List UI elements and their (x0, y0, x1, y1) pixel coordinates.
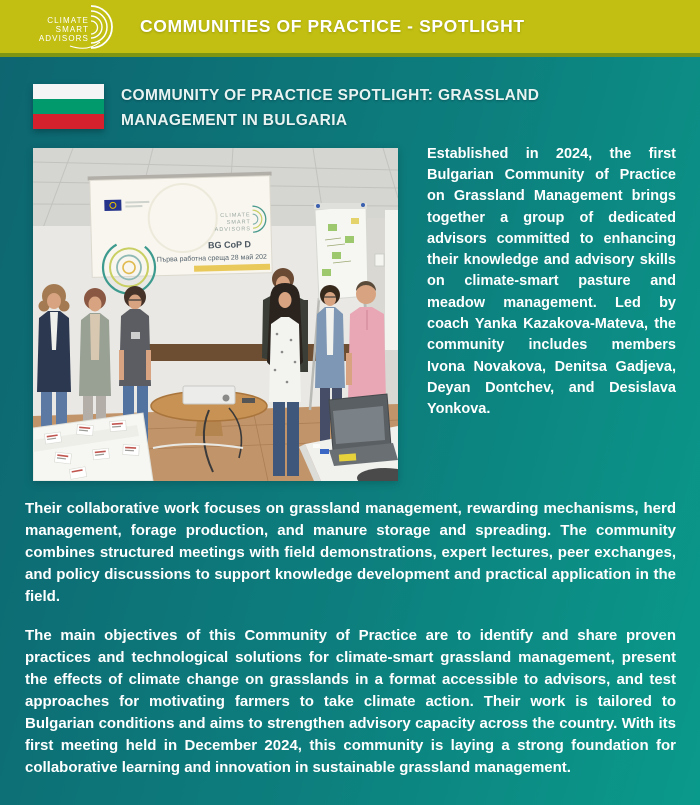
svg-text:SMART: SMART (226, 218, 251, 226)
content-row (33, 145, 676, 481)
svg-text:ADVISORS: ADVISORS (214, 225, 252, 233)
wall-switch (375, 254, 384, 266)
logo-line-1: CLIMATE (47, 15, 89, 25)
logo-line-3: ADVISORS (38, 33, 89, 43)
svg-text:CLIMATE: CLIMATE (220, 211, 251, 219)
slide-subtitle: Първа работна среща 28 май 202 (156, 253, 267, 264)
objectives-paragraph: The main objectives of this Community of Practice are to identify and share proven practices and technological solutions for climate-smart grassland management, present the effects of climate change on grasslands in a format accessible to advisors, and test approaches for motivating farmers to take climate action. Their work is tailored to Bulgarian conditions and aims to strengthen advisory capacity across the country. With its first meeting held in December 2024, this community is laying a strong foundation for collaborative learning and innovation in sustainable grassland management. (25, 626, 676, 777)
page-title: COMMUNITY OF PRACTICE SPOTLIGHT: GRASSLAND MANAGEMENT IN BULGARIA (121, 87, 540, 129)
flag-stripe-white (33, 84, 104, 99)
remote-control (242, 398, 255, 403)
meeting-photo (33, 148, 398, 481)
climate-smart-advisors-logo-icon (28, 1, 120, 53)
bulgaria-flag (33, 84, 104, 129)
slide-title: BG CoP D (207, 238, 252, 250)
flag-stripe-red (33, 114, 104, 129)
meeting-room-scene (33, 148, 398, 481)
intro-paragraph: Established in 2024, the first Bulgarian Community of Practice on Grassland Management brings together a group of dedicated advisors committed to enhancing their knowledge and advisory skills on climate-smart pasture and meadow management. Led by coach Yanka Kazakova-Mateva, the community includes members Ivona Novakova, Denitsa Gadjeva, Deyan Dontchev, and Desislava Yonkova. (427, 145, 676, 418)
sticky-pad (339, 453, 356, 461)
work-paragraph: Their collaborative work focuses on grassland management, rewarding mechanisms, herd management, forage production, and manure storage and spreading. The community combines structured meetings with field demonstrations, expert lectures, peer exchanges, and policy discussions to support knowledge development and practical application in the field. (25, 499, 676, 605)
logo-line-2: SMART (55, 24, 89, 34)
spotlight-title-row (33, 84, 676, 134)
header-bar (0, 0, 700, 57)
flag-stripe-green (33, 99, 104, 114)
header-title: COMMUNITIES OF PRACTICE - SPOTLIGHT (140, 16, 525, 36)
